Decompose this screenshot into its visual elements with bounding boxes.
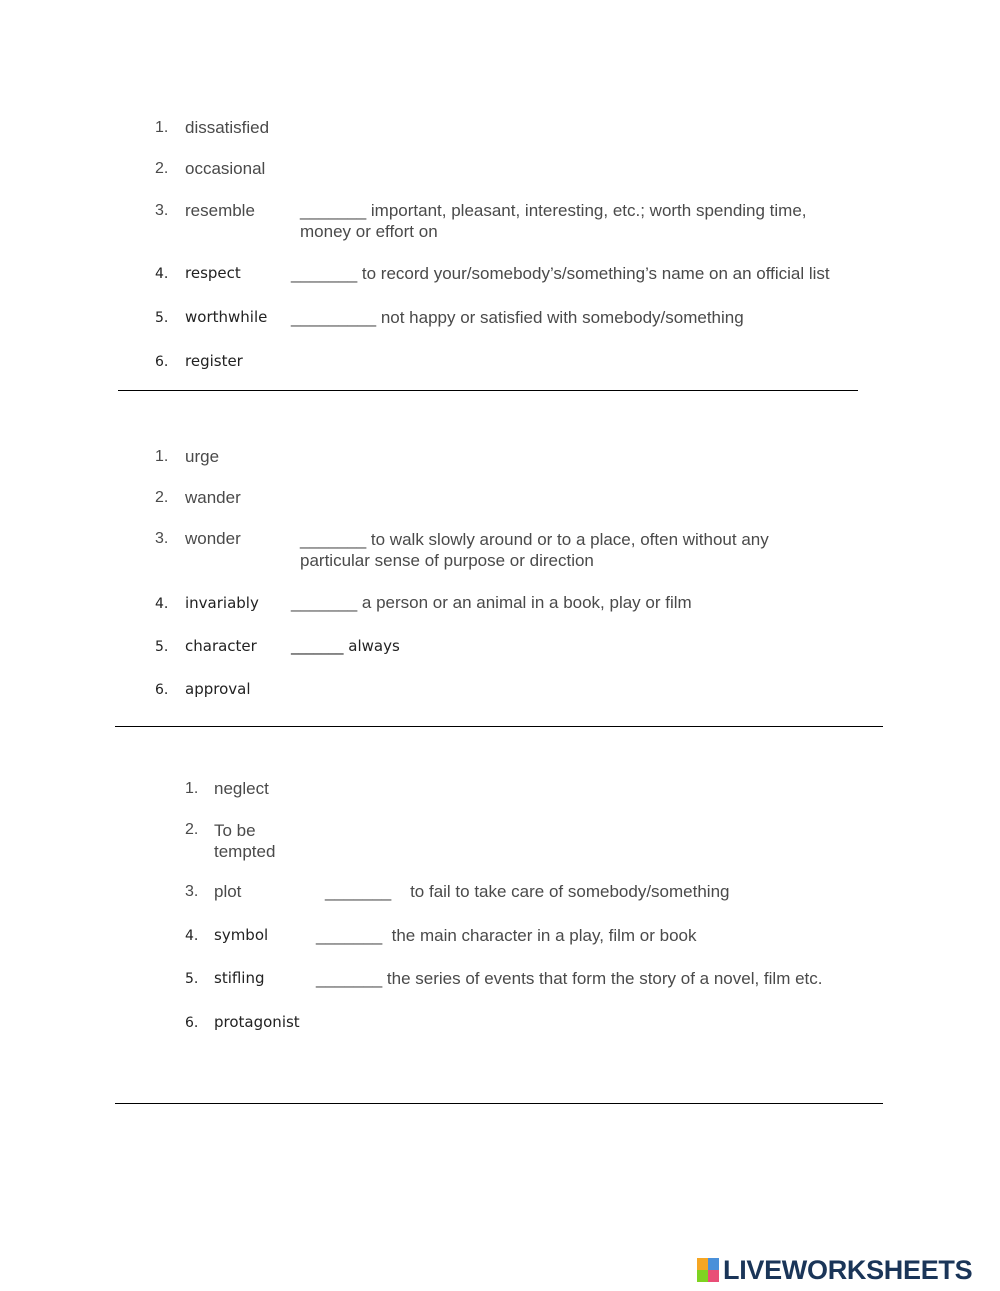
word-item: worthwhile <box>185 308 268 326</box>
word-item: plot <box>214 882 242 901</box>
word-number: 2. <box>155 160 169 177</box>
word-item: register <box>185 352 243 370</box>
definition-1: _______ to walk slowly around or to a place, often without any particular sense of purpose or direction <box>300 530 769 570</box>
word-item: character <box>185 637 257 655</box>
word-number: 4. <box>155 596 169 612</box>
word-item: protagonist <box>214 1013 300 1031</box>
word-number: 5. <box>155 310 169 326</box>
word-number: 1. <box>155 448 169 465</box>
word-number: 2. <box>155 489 169 506</box>
liveworksheets-logo <box>697 1255 972 1285</box>
word-number: 6. <box>155 682 169 698</box>
logo-icon <box>697 1258 719 1282</box>
word-item: symbol <box>214 926 269 944</box>
word-number: 1. <box>155 119 169 136</box>
word-item: dissatisfied <box>185 118 270 137</box>
word-item: respect <box>185 264 241 282</box>
logo-icon-tile <box>697 1270 708 1282</box>
section-divider <box>115 726 883 727</box>
logo-icon-tile <box>697 1258 708 1270</box>
word-number: 4. <box>155 266 169 282</box>
word-item: neglect <box>214 779 269 798</box>
definition-3: _______ always <box>291 637 400 655</box>
word-number: 5. <box>155 639 169 655</box>
logo-icon-tile <box>708 1270 719 1282</box>
word-number: 4. <box>185 928 199 944</box>
word-item: wonder <box>185 529 241 548</box>
section-divider <box>115 1103 883 1104</box>
definition-2: _______ to record your/somebody’s/something’s name on an official list <box>291 264 830 283</box>
word-number: 2. <box>185 821 199 838</box>
definition-2: _______ the main character in a play, film or book <box>316 926 697 945</box>
word-item: urge <box>185 447 220 466</box>
definition-2: _______ a person or an animal in a book, play or film <box>291 593 692 612</box>
logo-text: LIVEWORKSHEETS <box>723 1254 973 1285</box>
word-item: wander <box>185 488 241 507</box>
word-number: 5. <box>185 971 199 987</box>
definition-3: _________ not happy or satisfied with somebody/something <box>291 308 744 327</box>
definition-1: _______ to fail to take care of somebody/something <box>325 882 730 901</box>
word-item: stifling <box>214 969 265 987</box>
word-number: 6. <box>155 354 169 370</box>
word-item: invariably <box>185 594 259 612</box>
word-number: 3. <box>155 202 169 219</box>
word-item: resemble <box>185 201 255 220</box>
word-number: 1. <box>185 780 199 797</box>
word-item: occasional <box>185 159 266 178</box>
word-item: approval <box>185 680 251 698</box>
logo-icon-tile <box>708 1258 719 1270</box>
definition-3: _______ the series of events that form the story of a novel, film etc. <box>316 969 823 988</box>
word-number: 3. <box>185 883 199 900</box>
definition-1: _______ important, pleasant, interesting, etc.; worth spending time, money or effort on <box>300 201 807 241</box>
section-divider <box>118 390 858 391</box>
word-number: 3. <box>155 530 169 547</box>
word-item: To be tempted <box>214 821 276 861</box>
word-number: 6. <box>185 1015 199 1031</box>
